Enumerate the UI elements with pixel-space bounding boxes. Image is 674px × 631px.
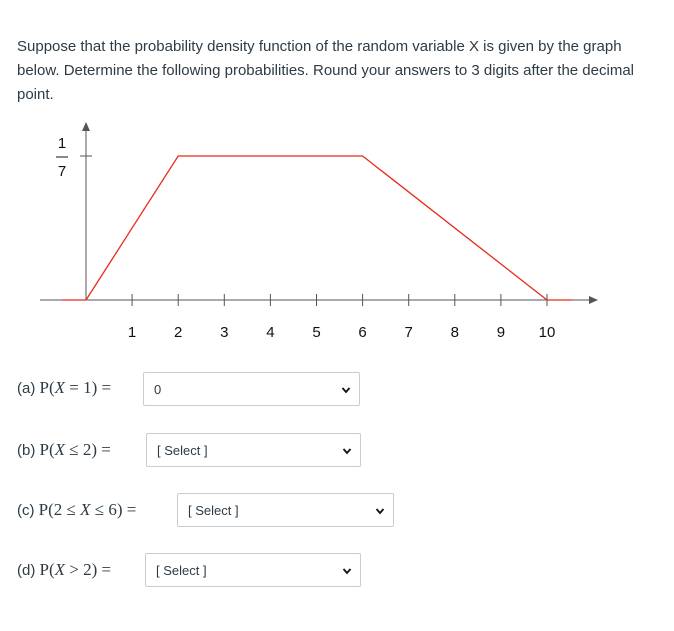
- part-d-prefix: (d): [17, 562, 36, 579]
- part-b-selected-value: [ Select ]: [157, 442, 208, 458]
- part-a-expr-pre: P(: [39, 378, 55, 397]
- part-c-expression: [39, 500, 137, 519]
- part-d-expression: [40, 560, 112, 579]
- part-c-var: X: [80, 500, 91, 519]
- y-axis-arrow-icon: [82, 122, 90, 131]
- part-b-prefix: (b): [17, 442, 36, 459]
- chevron-down-icon: [342, 566, 352, 576]
- chevron-down-icon: [375, 506, 385, 516]
- x-axis-arrow-icon: [589, 296, 598, 304]
- part-b-row: [17, 440, 111, 460]
- part-a-select[interactable]: [143, 372, 360, 406]
- pdf-graph: [0, 110, 674, 350]
- x-tick-label: 4: [266, 324, 275, 341]
- x-tick-label: 8: [450, 324, 459, 341]
- part-c-expr-post: ≤ 6): [90, 500, 123, 519]
- chevron-down-icon: [341, 385, 351, 395]
- x-tick-label: 2: [174, 324, 183, 341]
- part-a-expr-post: = 1): [65, 378, 98, 397]
- part-d-var: X: [54, 560, 66, 579]
- x-tick-label: 1: [127, 324, 137, 341]
- chevron-down-icon: [342, 446, 352, 456]
- part-d-select[interactable]: [145, 553, 361, 587]
- part-b-expr-pre: P(: [39, 440, 55, 459]
- part-d-expr-pre: P(: [39, 560, 55, 579]
- part-a-expression: [40, 378, 112, 397]
- part-a-equals: =: [101, 378, 112, 397]
- part-d-expr-post: > 2): [65, 560, 98, 579]
- part-c-row: [17, 500, 136, 520]
- y-tick-numerator: 1: [57, 135, 67, 152]
- part-c-label: [17, 500, 136, 520]
- part-d-label: [17, 560, 111, 580]
- part-d-equals: =: [101, 560, 112, 579]
- part-b-equals: =: [101, 440, 111, 459]
- density-line: [86, 156, 547, 300]
- part-a-row: [17, 378, 111, 398]
- part-c-selected-value: [ Select ]: [188, 502, 239, 518]
- part-c-prefix: (c): [17, 502, 35, 519]
- part-d-row: [17, 560, 111, 580]
- x-tick-label: 9: [496, 324, 506, 341]
- part-a-var: X: [54, 378, 66, 397]
- x-tick-label: 10: [538, 324, 556, 341]
- part-b-select[interactable]: [146, 433, 361, 467]
- x-tick-label: 7: [404, 324, 413, 341]
- part-b-expr-post: ≤ 2): [65, 440, 98, 459]
- part-a-selected-value: 0: [154, 381, 162, 397]
- part-a-prefix: (a): [17, 380, 36, 397]
- part-c-expr-pre: P(2 ≤: [38, 500, 81, 519]
- question-text: Suppose that the probability density function of the random variable X is given by the graph below. Determine the following probabilities. Round your answers to 3 digits after the decimal point.: [17, 38, 634, 103]
- part-b-label: [17, 440, 111, 460]
- part-c-select[interactable]: [177, 493, 394, 527]
- part-b-expression: [40, 440, 111, 459]
- x-tick-label: 5: [312, 324, 321, 341]
- part-b-var: X: [54, 440, 66, 459]
- x-tick-label: 6: [358, 324, 367, 341]
- part-d-selected-value: [ Select ]: [156, 562, 207, 578]
- y-tick-denominator: 7: [57, 163, 67, 180]
- x-tick-label: 3: [220, 324, 229, 341]
- part-a-label: [17, 378, 111, 398]
- part-c-equals: =: [126, 500, 137, 519]
